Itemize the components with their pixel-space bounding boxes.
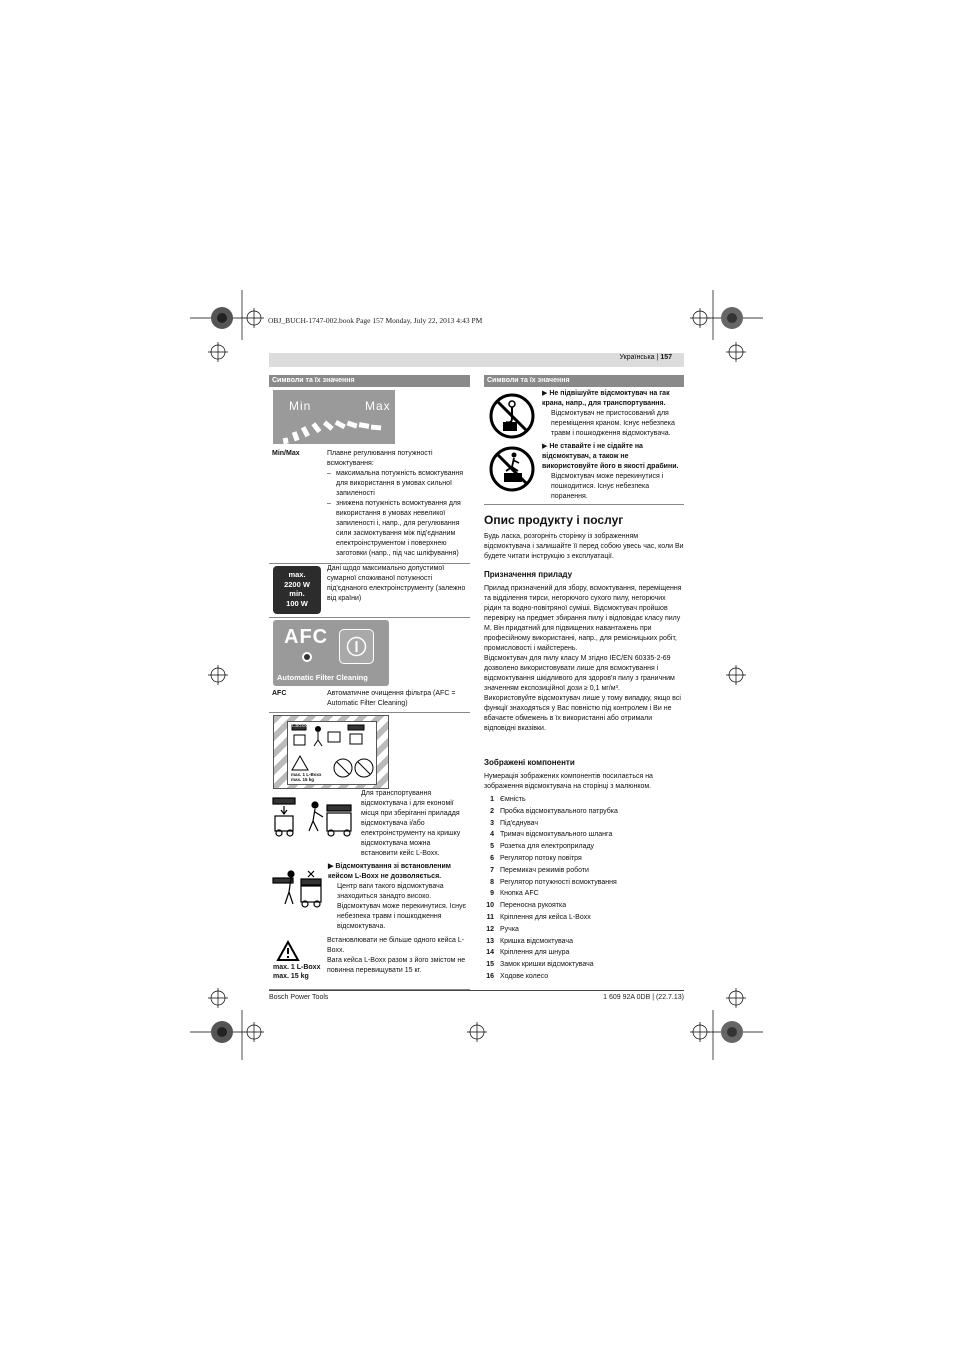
purpose-paragraph-3: Використовуйте відсмоктувач лише у тому випадку, якщо всі функції знаходяться у Вас повністю під контролем і Ви не вбачаєте обмежень в їх використанні або отримали відповідні вказівки. (484, 695, 681, 732)
stand-warning-bold: Не ставайте і не сідайте на відсмоктувач, а також не використовуйте його в якості драбини. (542, 443, 679, 470)
item-number: 2 (490, 807, 494, 815)
item-text: Переносна рукоятка (500, 902, 567, 910)
list-item (482, 841, 682, 853)
list-item (482, 853, 682, 865)
lboxx-sticker (273, 715, 389, 789)
footer-rule (269, 990, 684, 991)
footer-brand: Bosch Power Tools (269, 994, 329, 1001)
afc-description: Автоматичне очищення фільтра (AFC = Automatic Filter Cleaning) (327, 690, 456, 707)
item-text: Кріплення для шнура (500, 949, 570, 957)
lboxx-sticker-limit1: max. 1 L-Boxx (291, 772, 322, 777)
limit-text-2: Вага кейса L-Boxx разом з його змістом не повинна перевищувати 15 кг. (327, 957, 466, 974)
min-label: Min (289, 399, 312, 413)
limit-label-lboxx: max. 1 L-Boxx (273, 964, 321, 971)
power-badge-max-value: 2200 W (284, 579, 310, 589)
stand-warning (542, 442, 684, 502)
list-item (482, 900, 682, 912)
minmax-description (327, 449, 469, 559)
item-number: 11 (486, 913, 494, 921)
right-section-title: Символи та їх значення (484, 375, 684, 387)
list-item (482, 947, 682, 959)
list-item (482, 829, 682, 841)
list-item (482, 936, 682, 948)
lboxx-warning-text: Центр ваги такого відсмоктувача знаходиться занадто високо. Відсмоктувач може перекинутися. Існує небезпека травм і пошкодження відсмоктувача. (337, 883, 467, 930)
item-number: 10 (486, 902, 494, 910)
crane-warning-text: Відсмоктувач не пристосований для переміщення краном. Існує небезпека травм і пошкодження відсмоктувача. (551, 410, 675, 437)
item-number: 13 (486, 937, 494, 945)
section-heading: Опис продукту і послуг (484, 513, 624, 527)
item-text: Перемикач режимів роботи (500, 866, 589, 874)
crane-warning-bold: Не підвішуйте відсмоктувач на гак крана, напр., для транспортування. (542, 390, 670, 407)
item-number: 7 (490, 866, 494, 874)
list-item (482, 794, 682, 806)
minmax-list (327, 469, 469, 559)
afc-graphic-caption: Automatic Filter Cleaning (277, 673, 368, 682)
list-item (482, 877, 682, 889)
footer-doc-id: 1 609 92A 0DB | (22.7.13) (603, 994, 684, 1001)
list-item (482, 865, 682, 877)
list-item (482, 971, 682, 983)
power-description: Дані щодо максимально допустимої сумарної споживаної потужності під'єднаного електроінструменту (залежно від країни) (327, 565, 466, 602)
item-text: Ходове колесо (500, 972, 549, 980)
bullet-arrow-icon: ▶ (328, 863, 334, 870)
divider (269, 617, 470, 618)
item-text: Тримач відсмоктувального шланга (500, 831, 613, 839)
list-item (482, 924, 682, 936)
lboxx-sticker-panel (287, 721, 377, 785)
lboxx-warning-bold: Відсмоктування зі встановленим кейсом L-Boxx не дозволяється. (328, 863, 451, 880)
limit-text-1: Встановлювати не більше одного кейса L-Boxx. (327, 937, 465, 954)
lboxx-warning (328, 862, 470, 932)
header-page-label: Українська | 157 (619, 354, 672, 361)
limit-labels (273, 964, 320, 981)
list-item (482, 888, 682, 900)
max-label: Max (365, 399, 391, 413)
print-info: OBJ_BUCH-1747-002.book Page 157 Monday, July 22, 2013 4:43 PM (268, 316, 483, 325)
crane-warning (542, 389, 684, 439)
item-number: 6 (490, 854, 494, 862)
bullet-arrow-icon: ▶ (542, 443, 548, 450)
item-number: 16 (486, 972, 494, 980)
list-item: – знижена потужність всмоктування для використання в умовах невеликої запиленості і, напр., для регулювання сили засмоктування між під'єднаним електроінструментом і поверхнею заготовки (напр., під час шліфування) (327, 499, 469, 559)
purpose-paragraph-1: Прилад призначений для збору, всмоктування, переміщення та відділення тирси, негорючого сухого пилу, негорючих рідин та водно-повітряної суміші. Відсмоктувач пройшов перевірку на предмет збирання пилу і відповідає класу пилу M. Він придатний для підвищених навантажень при професійному використанні, напр., для ремісницьких робіт, промисловості і майстерень. (484, 585, 682, 652)
list-item (482, 912, 682, 924)
afc-graphic-title: AFC (284, 626, 329, 648)
lboxx-tag: L-BOXX (292, 723, 307, 728)
limit-description (327, 936, 469, 976)
afc-graphic (273, 620, 389, 686)
no-crane-hook-icon (488, 392, 536, 440)
components-list (482, 794, 682, 983)
list-item (482, 818, 682, 830)
components-intro: Нумерація зображених компонентів посилається на зображення відсмоктувача на сторінці з малюнком. (484, 773, 653, 790)
item-number: 3 (490, 819, 494, 827)
minmax-symbol-label: Min/Max (272, 450, 300, 457)
item-text: Пробка відсмоктувального патрубка (500, 807, 618, 815)
item-text: Кнопка AFC (500, 890, 539, 898)
list-item: – максимальна потужність всмоктування для використання в умовах сильної запиленості (327, 469, 469, 499)
list-item (482, 806, 682, 818)
stand-warning-text: Відсмоктувач може перекинутися і пошкодитися. Існує небезпека поранення. (551, 473, 664, 500)
minmax-graphic (273, 390, 395, 444)
lboxx-sticker-limit2: max. 15 kg (291, 777, 315, 782)
no-standing-icon (488, 445, 536, 493)
afc-led-icon (302, 652, 312, 662)
item-number: 14 (486, 949, 494, 957)
page-number: 157 (660, 354, 672, 361)
item-text: Регулятор потоку повітря (500, 854, 582, 862)
power-badge-min-value: 100 W (286, 598, 308, 608)
afc-symbol-label: AFC (272, 690, 287, 697)
left-section-title: Символи та їх значення (269, 375, 470, 387)
transport-lboxx-icon (271, 795, 357, 840)
item-text: Замок кришки відсмоктувача (500, 961, 594, 969)
no-suction-with-lboxx-icon (271, 866, 331, 910)
purpose-text (484, 584, 684, 734)
purpose-title: Призначення приладу (484, 570, 573, 579)
purpose-paragraph-2: Відсмоктувач для пилу класу M згідно IEC/EN 60335-2-69 дозволено використовувати лише для всмоктування і відсмоктування шкідливого для здоров'я пилу з граничним значенням експозиційної дози ≥ 0,1 мг/м³. (484, 655, 675, 692)
item-text: Кріплення для кейса L-Boxx (500, 913, 591, 921)
item-number: 8 (490, 878, 494, 886)
intro-text: Будь ласка, розгорніть сторінку із зображенням відсмоктувача і залишайте її перед собою увесь час, коли Ви будете читати інструкцію з експлуатації. (484, 533, 684, 560)
item-number: 12 (486, 925, 494, 933)
minmax-desc-text: Плавне регулювання потужності всмоктування: (327, 450, 433, 467)
divider (269, 712, 470, 713)
item-number: 1 (490, 796, 494, 803)
item-number: 15 (486, 961, 494, 969)
warning-triangle-icon (276, 940, 300, 962)
limit-label-weight: max. 15 kg (273, 972, 309, 980)
components-title: Зображені компоненти (484, 758, 575, 767)
list-item (482, 959, 682, 971)
afc-button-icon (339, 629, 374, 664)
power-badge-max: max. (288, 570, 306, 579)
item-text: Ємність (500, 796, 526, 803)
header-language: Українська (619, 354, 655, 361)
power-badge (273, 566, 321, 614)
item-number: 9 (490, 890, 494, 898)
page-header (269, 353, 684, 367)
item-text: Ручка (500, 925, 519, 933)
item-text: Під'єднувач (500, 819, 539, 827)
transport-description: Для транспортування відсмоктувача і для економії місця при зберіганні приладдя відсмоктувача і/або електроінструменту на кришку відсмоктувача можна встановити кейс L-Boxx. (361, 790, 461, 857)
item-number: 5 (490, 843, 494, 851)
divider (484, 504, 684, 505)
bullet-arrow-icon: ▶ (542, 390, 548, 397)
power-badge-min: min. (289, 589, 305, 598)
item-number: 4 (490, 831, 494, 839)
item-text: Регулятор потужності всмоктування (500, 878, 617, 886)
item-text: Розетка для електроприладу (500, 843, 595, 851)
item-text: Кришка відсмоктувача (500, 937, 573, 945)
